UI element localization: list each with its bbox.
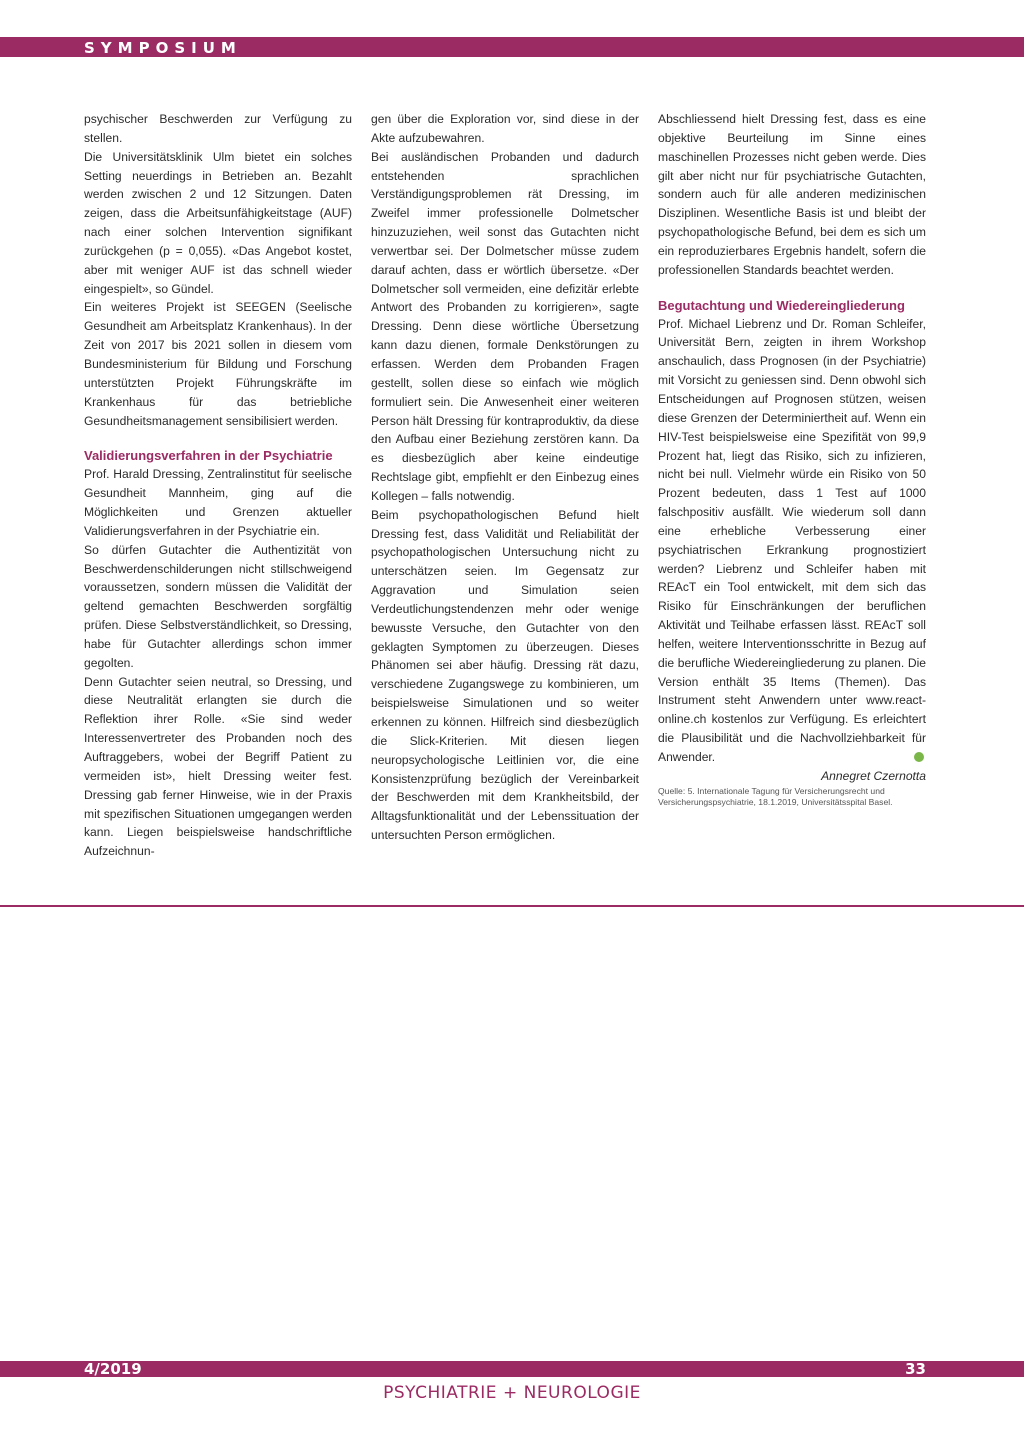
column-2: [371, 110, 639, 845]
paragraph: Beim psychopathologischen Befund hielt Dressing fest, dass Validität und Reliabilität der psychopathologischen Untersuchung nicht zu unterschätzen seien. Im Gegensatz zur Aggravation und Simulation seien Verdeutlichungstendenzen mehr oder wenige bewusste Versuche, den Gutachter von den geklagten Symptomen zu überzeugen. Dieses Phänomen sei aber häufig. Dressing rät dazu, verschiedene Zugangswege zu kombinieren, um beispielsweise Simulationen und so weiter erkennen zu können. Hilfreich sind diesbezüglich die Slick-Kriterien. Mit diesen liegen neuropsychologische Leitlinien vor, die eine Konsistenzprüfung bezüglich der Vereinbarkeit der Beschwerden mit dem Krankheitsbild, der Alltagsfunktionalität und der Lebenssituation der untersuchten Person ermöglichen.: [371, 507, 639, 843]
paragraph: Ein weiteres Projekt ist SEEGEN (Seelische Gesundheit am Arbeitsplatz Krankenhaus). In der Zeit von 2017 bis 2021 sollen in diesem vom Bundesministerium für Bildung und Forschung unterstützten Projekt Führungskräfte im Krankenhaus für das betriebliche Gesundheitsmanagement sensibilisiert werden.: [84, 300, 352, 428]
section-heading: Validierungsverfahren in der Psychiatrie: [84, 448, 333, 464]
journal-name: PSYCHIATRIE + NEUROLOGIE: [383, 1383, 641, 1403]
paragraph: psychischer Beschwerden zur Verfügung zu stellen.: [84, 112, 352, 145]
footer-bar: [0, 1361, 1024, 1377]
column-3: [658, 110, 926, 808]
green-dot-icon: [914, 752, 924, 762]
section-heading: Begutachtung und Wiedereingliederung: [658, 297, 905, 313]
paragraph: Denn Gutachter seien neutral, so Dressing, und diese Neutralität erlangten sie durch die Reflektion ihrer Rolle. «Sie sind weder Interessenvertreter des Probanden noch des Auftraggebers, wobei der Begriff Patient zu vermeiden ist», hielt Dressing weiter fest. Dressing gab ferner Hinweise, wie in der Praxis mit spezifischen Situationen umgegangen werden kann. Liegen beispielsweise handschriftliche Aufzeichnun-: [84, 674, 352, 859]
paragraph: Abschliessend hielt Dressing fest, dass es eine objektive Beurteilung im Sinne eines maschinellen Prozesses nicht geben werde. Dies gilt aber nicht nur für psychiatrische Gutachten, sondern auch für alle anderen medizinischen Disziplinen. Wesentliche Basis ist und bleibt der psychopathologische Befund, bei dem es sich um ein reproduzierbares Ergebnis handelt, sofern die professionellen Standards beachtet werden.: [658, 112, 926, 277]
paragraph: Bei ausländischen Probanden und dadurch entstehenden sprachlichen Verständigungsproblemen rät Dressing, im Zweifel immer professionelle Dolmetscher hinzuzuziehen, weil sonst das Gutachten nicht verwertbar sei. Der Dolmetscher müsse zudem darauf achten, dass er wörtlich übersetze. «Der Dolmetscher soll vermeiden, eine defizitär erlebte Antwort des Probanden zu korrigieren», sagte Dressing. Denn diese wörtliche Übersetzung kann dazu dienen, formale Denkstörungen zu erfassen. Werden dem Probanden Fragen gestellt, sollen diese so einfach wie möglich formuliert sein. Die Anwesenheit einer weiteren Person hält Dressing für kontraproduktiv, da diese den Aufbau einer Beziehung zerstören kann. Da es diesbezüglich aber keine eindeutige Rechtslage gibt, empfiehlt er den Einbezug eines Kollegen – falls notwendig.: [371, 149, 639, 503]
author: Annegret Czernotta: [821, 768, 926, 783]
column-1: [84, 110, 352, 861]
page-number: 33: [905, 1360, 926, 1378]
source-note: Quelle: 5. Internationale Tagung für Versicherungsrecht und Versicherungspsychiatrie, 18.1.2019, Universitätsspital Basel.: [658, 785, 893, 807]
section-title: SYMPOSIUM: [84, 39, 242, 57]
divider: [0, 905, 1024, 907]
paragraph-final: [658, 315, 926, 767]
paragraph: Prof. Harald Dressing, Zentralinstitut für seelische Gesundheit Mannheim, ging auf die Möglichkeiten und Grenzen aktueller Validierungsverfahren in der Psychiatrie ein.: [84, 467, 352, 538]
paragraph-text: Prof. Michael Liebrenz und Dr. Roman Schleifer, Universität Bern, zeigten in ihrem Workshop anschaulich, dass Prognosen (in der Psychiatrie) mit Vorsicht zu geniessen sind. Denn obwohl sich Entscheidungen auf Prognosen stützen, weisen diese Grenzen der Determiniertheit auf. Wenn ein HIV-Test beispielsweise eine Spezifität von 99,9 Prozent hat, liegt das Risiko, sich zu infizieren, nicht bei null. Vielmehr würde ein Risiko von 50 Prozent bedeuten, dass 1 Test auf 1000 falschpositiv ausfällt. Wie wiederum soll dann eine erhebliche Verbesserung einer psychiatrischen Erkrankung prognostiziert werden? Liebrenz und Schleifer haben mit REAcT ein Tool entwickelt, mit dem sich das Risiko für Einschränkungen der beruflichen Aktivität und Teilhabe erfassen lässt. REAcT soll helfen, weitere Interventionsschritte in Bezug auf die berufliche Wiedereingliederung zu planen. Die Version enthält 35 Items (Themen). Das Instrument steht Anwendern unter www.react-online.ch kostenlos zur Verfügung. Es erleichtert die Plausibilität und die Nachvollziehbarkeit für Anwender.: [658, 316, 926, 764]
paragraph: So dürfen Gutachter die Authentizität von Beschwerdenschilderungen nicht stillschweigend voraussetzen, sondern müssen die Validität der geltend gemachten Beschwerden sorgfältig prüfen. Diese Selbstverständlichkeit, so Dressing, habe für Gutachter allerdings schon immer gegolten.: [84, 542, 352, 670]
issue-number: 4/2019: [84, 1360, 142, 1378]
paragraph: gen über die Exploration vor, sind diese in der Akte aufzubewahren.: [371, 112, 639, 145]
paragraph: Die Universitätsklinik Ulm bietet ein solches Setting neuerdings in Betrieben an. Bezahlt werden zwischen 2 und 12 Sitzungen. Daten zeigen, dass die Arbeitsunfähigkeitstage (AUF) nach einer solchen Intervention signifikant zurückgehen (p = 0,055). «Das Angebot kostet, aber mit weniger AUF ist das schnell wieder eingespielt», so Gündel.: [84, 149, 352, 296]
